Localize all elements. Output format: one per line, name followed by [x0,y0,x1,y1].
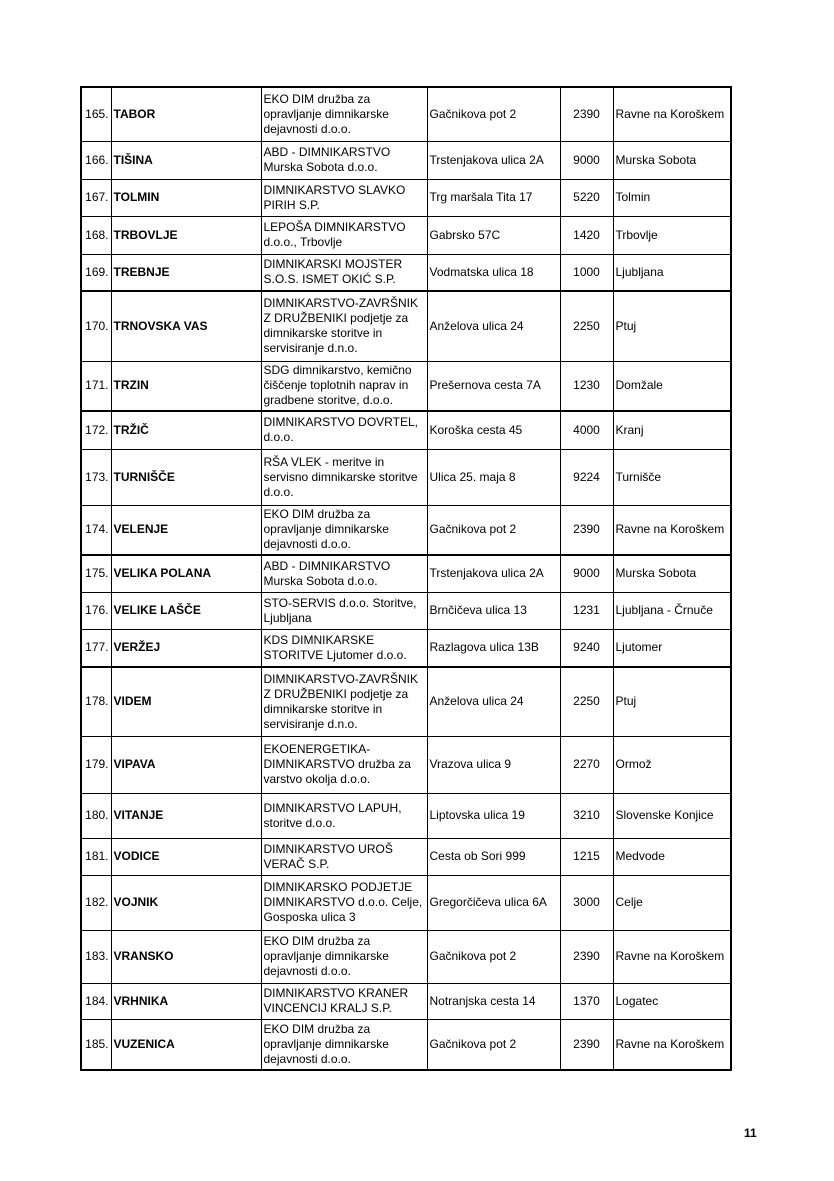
municipality-name: VELIKA POLANA [111,555,261,592]
municipality-name: VITANJE [111,793,261,838]
company-name-line: STORITVE Ljutomer d.o.o. [263,647,407,662]
municipality-name: VERŽEJ [111,629,261,667]
postal-code: 9000 [560,555,613,592]
street-address: Trstenjakova ulica 2A [427,555,560,592]
postal-code: 9224 [560,449,613,505]
company-name [261,667,427,736]
company-name-line: KDS DIMNIKARSKE [263,632,375,647]
company-name-line: EKO DIM družba za [263,507,371,522]
company-name-line: DIMNIKARSTVO SLAVKO [263,182,406,197]
table-row [81,983,731,1019]
street-address: Prešernova cesta 7A [427,361,560,411]
table-row [81,838,731,875]
city-name: Ravne na Koroškem [613,1019,731,1070]
company-name-line: Z DRUŽBENIKI podjetje za [263,686,409,701]
company-name-line: S.O.S. ISMET OKIĆ S.P. [263,272,396,287]
row-number: 165. [81,87,111,141]
table-row [81,629,731,667]
company-name [261,254,427,291]
street-address: Gačnikova pot 2 [427,87,560,141]
postal-code: 1370 [560,983,613,1019]
company-name-line: DIMNIKARSTVO DOVRTEL, [263,415,418,430]
street-address: Anželova ulica 24 [427,667,560,736]
city-name: Domžale [613,361,731,411]
city-name: Medvode [613,838,731,875]
street-address: Gačnikova pot 2 [427,505,560,555]
company-name-line: VINCENCIJ KRALJ S.P. [263,1001,392,1015]
postal-code: 1215 [560,838,613,875]
municipality-name: TRZIN [111,361,261,411]
company-name-line: servisiranje d.n.o. [263,341,358,356]
postal-code: 3210 [560,793,613,838]
table-row [81,179,731,216]
company-name-line: Z DRUŽBENIKI podjetje za [263,311,409,326]
city-name: Ravne na Koroškem [613,87,731,141]
row-number: 179. [81,736,111,793]
street-address: Vodmatska ulica 18 [427,254,560,291]
table-row [81,411,731,449]
city-name: Celje [613,875,731,930]
company-name-line: EKO DIM družba za [263,1021,371,1036]
street-address: Anželova ulica 24 [427,291,560,361]
municipality-name: VELIKE LAŠČE [111,592,261,629]
row-number: 175. [81,555,111,592]
street-address: Razlagova ulica 13B [427,629,560,667]
company-name-line: RŠA VLEK - meritve in [263,454,385,469]
company-name [261,505,427,555]
row-number: 177. [81,629,111,667]
row-number: 174. [81,505,111,555]
municipality-name: TOLMIN [111,179,261,216]
municipality-name: TRNOVSKA VAS [111,291,261,361]
company-name [261,411,427,449]
company-name-line: DIMNIKARSKO PODJETJE [263,880,413,894]
company-name [261,449,427,505]
postal-code: 9000 [560,141,613,179]
municipality-name: VIPAVA [111,736,261,793]
postal-code: 1230 [560,361,613,411]
postal-code: 4000 [560,411,613,449]
company-name-line: LEPOŠA DIMNIKARSTVO [263,220,406,234]
company-name-line: servisiranje d.n.o. [263,716,358,731]
street-address: Trg maršala Tita 17 [427,179,560,216]
city-name: Ravne na Koroškem [613,505,731,555]
company-name-line: servisno dimnikarske storitve [263,469,418,484]
company-name-line: dimnikarske storitve in [263,326,383,341]
municipality-name: VUZENICA [111,1019,261,1070]
city-name: Slovenske Konjice [613,793,731,838]
table-body [81,87,731,1070]
postal-code: 3000 [560,875,613,930]
street-address: Gačnikova pot 2 [427,930,560,983]
company-name-line: EKO DIM družba za [263,934,371,948]
table-row [81,793,731,838]
municipality-name: TREBNJE [111,254,261,291]
company-name-line: EKOENERGETIKA- [263,742,371,756]
city-name: Ptuj [613,667,731,736]
street-address: Vrazova ulica 9 [427,736,560,793]
company-name-line: dimnikarske storitve in [263,701,383,716]
row-number: 178. [81,667,111,736]
company-name [261,141,427,179]
table-row [81,291,731,361]
company-name-line: DIMNIKARSKI MOJSTER [263,257,403,272]
table-row [81,555,731,592]
company-name-line: ABD - DIMNIKARSTVO [263,558,391,573]
table-row [81,254,731,291]
table-row [81,505,731,555]
row-number: 166. [81,141,111,179]
row-number: 170. [81,291,111,361]
row-number: 176. [81,592,111,629]
company-name-line: dejavnosti d.o.o. [263,1051,351,1066]
company-name [261,216,427,254]
municipality-name: TIŠINA [111,141,261,179]
postal-code: 2390 [560,87,613,141]
municipality-name: VELENJE [111,505,261,555]
company-name-line: SDG dimnikarstvo, kemično [263,363,412,378]
city-name: Ormož [613,736,731,793]
row-number: 169. [81,254,111,291]
company-name-line: opravljanje dimnikarske [263,522,389,537]
company-name-line: d.o.o. [263,484,294,499]
table-row [81,736,731,793]
company-name-line: DIMNIKARSTVO d.o.o. Celje, [263,895,423,909]
municipality-name: TRŽIČ [111,411,261,449]
company-name-line: Murska Sobota d.o.o. [263,160,378,174]
postal-code: 2390 [560,1019,613,1070]
company-name-line: DIMNIKARSTVO-ZAVRŠNIK [263,671,418,686]
company-name [261,361,427,411]
table-row [81,875,731,930]
street-address: Ulica 25. maja 8 [427,449,560,505]
company-name-line: dejavnosti d.o.o. [263,121,351,136]
row-number: 183. [81,930,111,983]
table-row [81,1019,731,1070]
row-number: 172. [81,411,111,449]
street-address: Koroška cesta 45 [427,411,560,449]
company-name-line: EKO DIM družba za [263,91,371,106]
city-name: Murska Sobota [613,141,731,179]
company-name [261,930,427,983]
postal-code: 2250 [560,667,613,736]
company-name-line: DIMNIKARSTVO LAPUH, [263,800,402,815]
company-name [261,983,427,1019]
postal-code: 1000 [560,254,613,291]
city-name: Murska Sobota [613,555,731,592]
company-name-line: dejavnosti d.o.o. [263,537,351,552]
company-name-line: d.o.o. [263,430,294,445]
postal-code: 2250 [560,291,613,361]
company-name [261,87,427,141]
company-name [261,838,427,875]
row-number: 173. [81,449,111,505]
company-name-line: ABD - DIMNIKARSTVO [263,145,391,159]
table-row [81,141,731,179]
street-address: Gregorčičeva ulica 6A [427,875,560,930]
street-address: Brnčičeva ulica 13 [427,592,560,629]
company-name-line: STO-SERVIS d.o.o. Storitve, [263,595,417,610]
row-number: 182. [81,875,111,930]
company-name-line: DIMNIKARSTVO UROŠ [263,841,393,856]
postal-code: 2390 [560,505,613,555]
table-row [81,361,731,411]
street-address: Liptovska ulica 19 [427,793,560,838]
company-name [261,291,427,361]
municipality-name: VOJNIK [111,875,261,930]
city-name: Ptuj [613,291,731,361]
city-name: Tolmin [613,179,731,216]
table-row [81,667,731,736]
company-name-line: PIRIH S.P. [263,197,320,212]
company-name-line: DIMNIKARSTVO-ZAVRŠNIK [263,296,418,311]
page-number: 11 [744,1126,757,1140]
municipality-name: VODICE [111,838,261,875]
company-name [261,629,427,667]
city-name: Turnišče [613,449,731,505]
row-number: 181. [81,838,111,875]
company-name-line: d.o.o., Trbovlje [263,235,343,249]
street-address: Gabrsko 57C [427,216,560,254]
street-address: Notranjska cesta 14 [427,983,560,1019]
company-name-line: dejavnosti d.o.o. [263,964,351,978]
municipality-name: TRBOVLJE [111,216,261,254]
city-name: Ravne na Koroškem [613,930,731,983]
table-row [81,930,731,983]
company-name-line: čiščenje toplotnih naprav in [263,378,409,393]
city-name: Logatec [613,983,731,1019]
street-address: Gačnikova pot 2 [427,1019,560,1070]
company-name-line: DIMNIKARSTVO KRANER [263,986,409,1000]
row-number: 185. [81,1019,111,1070]
company-name [261,875,427,930]
company-name [261,555,427,592]
city-name: Ljubljana [613,254,731,291]
street-address: Trstenjakova ulica 2A [427,141,560,179]
row-number: 180. [81,793,111,838]
row-number: 168. [81,216,111,254]
company-name-line: Ljubljana [263,610,312,625]
street-address: Cesta ob Sori 999 [427,838,560,875]
company-name-line: Gosposka ulica 3 [263,910,356,924]
postal-code: 2270 [560,736,613,793]
city-name: Kranj [613,411,731,449]
postal-code: 1231 [560,592,613,629]
table-row [81,592,731,629]
company-name-line: storitve d.o.o. [263,815,336,830]
company-name [261,592,427,629]
company-name-line: opravljanje dimnikarske [263,1036,389,1051]
company-name [261,793,427,838]
municipality-name: VRHNIKA [111,983,261,1019]
company-name-line: gradbene storitve, d.o.o. [263,393,393,408]
table-row [81,216,731,254]
row-number: 171. [81,361,111,411]
company-name [261,1019,427,1070]
postal-code: 2390 [560,930,613,983]
chimney-sweep-table [80,86,732,1071]
company-name-line: opravljanje dimnikarske [263,949,389,963]
city-name: Ljutomer [613,629,731,667]
company-name-line: varstvo okolja d.o.o. [263,772,371,786]
company-name [261,179,427,216]
city-name: Ljubljana - Črnuče [613,592,731,629]
company-name-line: Murska Sobota d.o.o. [263,573,378,588]
company-name [261,736,427,793]
row-number: 184. [81,983,111,1019]
company-name-line: DIMNIKARSTVO družba za [263,757,411,771]
municipality-name: TABOR [111,87,261,141]
municipality-name: VRANSKO [111,930,261,983]
postal-code: 5220 [560,179,613,216]
row-number: 167. [81,179,111,216]
postal-code: 1420 [560,216,613,254]
postal-code: 9240 [560,629,613,667]
table-row [81,87,731,141]
company-name-line: opravljanje dimnikarske [263,106,389,121]
company-name-line: VERAČ S.P. [263,856,330,871]
municipality-name: VIDEM [111,667,261,736]
table-row [81,449,731,505]
municipality-name: TURNIŠČE [111,449,261,505]
city-name: Trbovlje [613,216,731,254]
